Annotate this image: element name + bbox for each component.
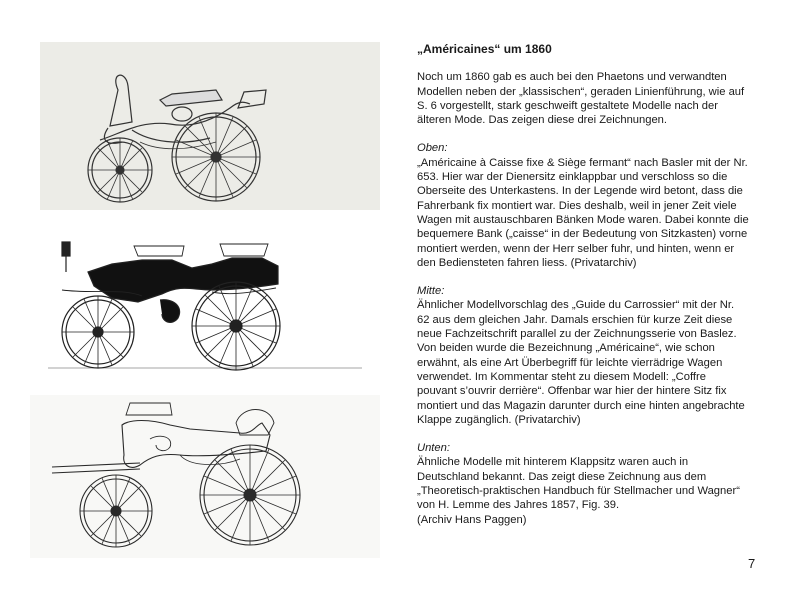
- text-column: [417, 42, 777, 541]
- text-line: Fahrerbank fix montiert war. Dies deshalb, weil in jener Zeit viele: [417, 199, 737, 212]
- text-line: pouvant s’ouvrir derrière“. Offenbar war hier der hintere Sitz fix: [417, 385, 727, 398]
- carriage-drawing-bottom: [30, 395, 380, 558]
- carriage-illustration-middle: [42, 228, 368, 378]
- page-number: 7: [748, 556, 756, 571]
- section-label-middle: Mitte:: [417, 285, 445, 298]
- text-line: älteren Mode. Das zeigen diese drei Zeichnungen.: [417, 114, 668, 127]
- section-heading: „Américaines“ um 1860: [417, 42, 552, 56]
- intro-paragraph: [417, 70, 777, 127]
- caption-bottom: [417, 455, 777, 526]
- text-line: „Theoretisch-praktischen Handbuch für Stellmacher und Wagner“: [417, 485, 740, 498]
- caption-middle: [417, 298, 777, 427]
- text-line: montiert und das Magazin darunter durch eine hinten angebrachte: [417, 399, 745, 412]
- text-line: montiert werden, wenn der Herr selber fuhr, und hinten, wenn er: [417, 242, 735, 255]
- carriage-illustration-top: [40, 42, 380, 210]
- text-line: Modellen neben der „klassischen“, geraden Linienführung, wie auf: [417, 85, 745, 98]
- carriage-drawing-top: [40, 42, 380, 210]
- text-line: neue Fachzeitschrift parallel zu der Zeichnungsserie von Baslez.: [417, 328, 737, 341]
- text-line: von H. Lemme des Jahres 1857, Fig. 39.: [417, 499, 620, 512]
- text-line: Wagen mit austauschbaren Bänken Mode waren. Dabei konnte die: [417, 213, 749, 226]
- text-line: Klappe zugänglich. (Privatarchiv): [417, 413, 581, 426]
- text-line: 653. Hier war der Dienersitz einklappbar und verschloss so die: [417, 171, 728, 184]
- caption-top: [417, 156, 777, 270]
- text-line: Noch um 1860 gab es auch bei den Phaetons und verwandten: [417, 71, 727, 84]
- text-line: Von beiden wurde die Bezeichnung „Américaine“, wie schon: [417, 342, 715, 355]
- text-line: Ähnlicher Modellvorschlag des „Guide du Carrossier“ mit der Nr.: [417, 299, 735, 312]
- text-line: (Archiv Hans Paggen): [417, 513, 527, 526]
- text-line: bequemere Bank („caisse“ in der Bedeutung von Sitzkasten) vorne: [417, 228, 748, 241]
- text-line: S. 6 vorgestellt, stark geschweift gestaltete Modelle nach der: [417, 99, 718, 112]
- text-line: Oberseite des Unterkastens. In der Legende wird betont, dass die: [417, 185, 743, 198]
- text-line: verwendet. Im Kommentar steht zu diesem Modell: „Coffre: [417, 370, 706, 383]
- text-line: erwähnt, als eine Art Überbegriff für leichte vierrädrige Wagen: [417, 356, 723, 369]
- text-line: „Américaine à Caisse fixe & Siège fermant“ nach Basler mit der Nr.: [417, 156, 748, 169]
- text-line: Ähnliche Modelle mit hinterem Klappsitz waren auch in: [417, 456, 689, 469]
- carriage-drawing-middle: [42, 228, 368, 378]
- text-line: 62 aus dem gleichen Jahr. Damals erschien für kurze Zeit diese: [417, 313, 733, 326]
- section-label-top: Oben:: [417, 142, 448, 155]
- text-line: Deutschland bekannt. Das zeigt diese Zeichnung aus dem: [417, 470, 707, 483]
- section-label-bottom: Unten:: [417, 442, 450, 455]
- text-line: den Bediensteten fahren liess. (Privatarchiv): [417, 256, 637, 269]
- carriage-illustration-bottom: [30, 395, 380, 558]
